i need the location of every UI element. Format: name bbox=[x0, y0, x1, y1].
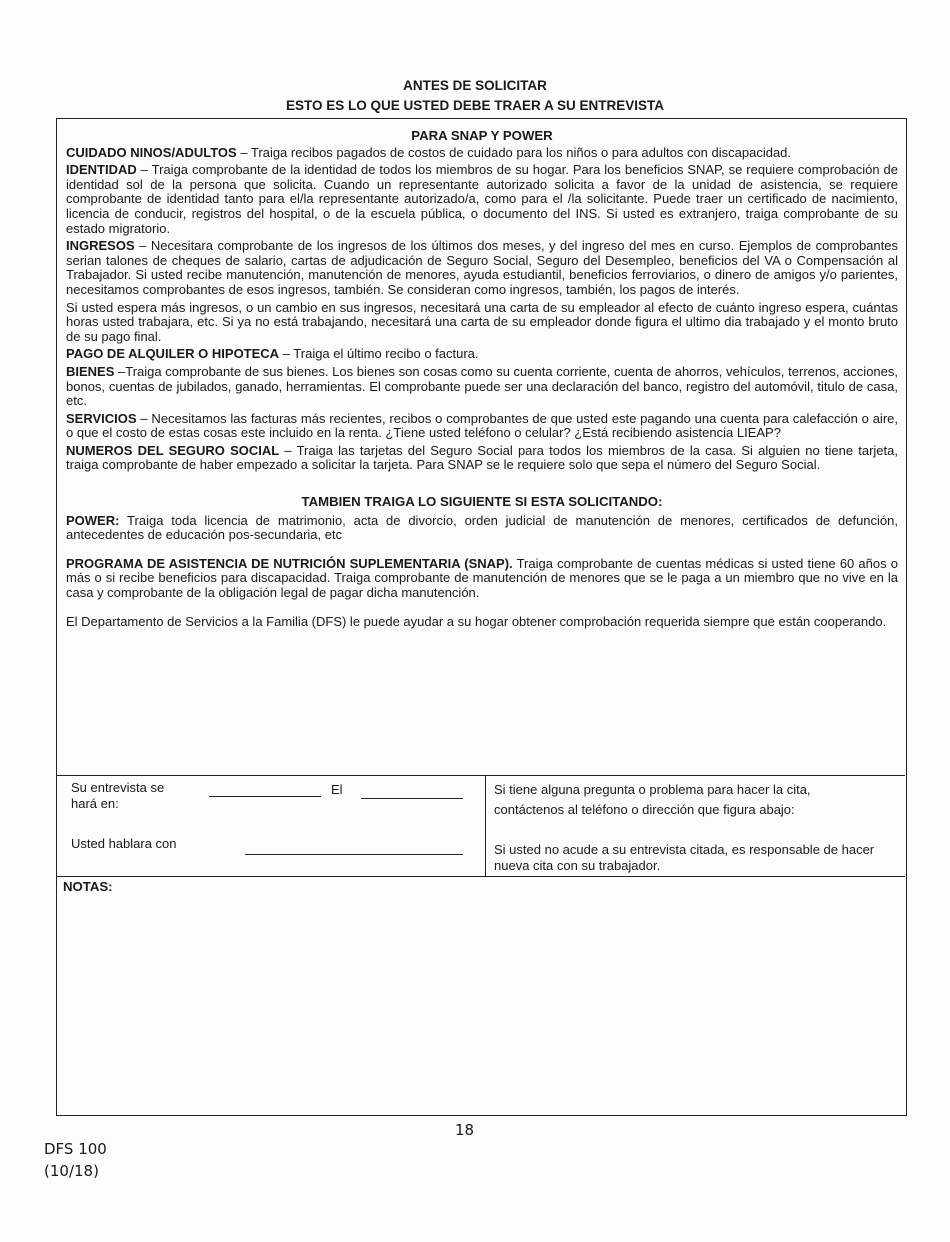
date-field[interactable] bbox=[361, 798, 463, 799]
requirements-content bbox=[66, 127, 898, 632]
section2-title: TAMBIEN TRAIGA LO SIGUIENTE SI ESTA SOLICITANDO: bbox=[301, 494, 663, 510]
notes-label: NOTAS: bbox=[63, 879, 113, 894]
form-number: DFS 100 bbox=[44, 1140, 107, 1158]
missed-appointment-text: Si usted no acude a su entrevista citada, es responsable de hacer nueva cita con su trabajador. bbox=[494, 842, 875, 873]
interview-location-field[interactable] bbox=[209, 796, 321, 797]
section1-title: PARA SNAP Y POWER bbox=[411, 128, 553, 143]
header-line-2: ESTO ES LO QUE USTED DEBE TRAER A SU ENTREVISTA bbox=[285, 98, 665, 113]
item-child-care: CUIDADO NINOS/ADULTOS – Traiga recibos pagados de costos de cuidado para los niños o para adultos con discapacidad. bbox=[66, 144, 792, 160]
item-social-security: NUMEROS DEL SEGURO SOCIAL – Traiga las tarjetas del Seguro Social para todos los miembros de la casa. Si alguien no tiene tarjeta, traiga comprobante de haber empezado a solicitar la tarjeta. Para SNAP se le requiere solo que sepa el número del Seguro Social. bbox=[66, 442, 898, 473]
date-label: El bbox=[331, 782, 343, 797]
interview-location-label: Su entrevista se hará en: bbox=[71, 780, 165, 811]
item-assets: BIENES –Traiga comprobante de sus bienes. Los bienes son cosas como su cuenta corriente, cuenta de ahorros, vehículos, terrenos, acciones, bonos, cuentas de jubilados, ganado, herramientas. El comprobante puede ser una declaración del banco, registro del automóvil, titulo de casa, etc. bbox=[66, 363, 898, 409]
item-dfs-help: El Departamento de Servicios a la Familia (DFS) le puede ayudar a su hogar obtener comprobación requerida siempre que están cooperando. bbox=[66, 613, 887, 629]
item-income-change: Si usted espera más ingresos, o un cambio en sus ingresos, necesitará una carta de su empleador al efecto de cuánto ingreso espera, cuántas horas usted trabajara, etc. Si ya no está trabajando, necesitará una carta de su empleador donde figura el ultimo dia trabajado y el monto bruto de su pago final. bbox=[66, 299, 898, 344]
item-snap: PROGRAMA DE ASISTENCIA DE NUTRICIÓN SUPLEMENTARIA (SNAP). Traiga comprobante de cuentas médicas si usted tiene 60 años o más o si recibe beneficios para discapacidad. Traiga comprobante de manutención de menores que se le paga a un miembro que no vive en la casa y comprobante de la obligación legal de pagar dicha manutención. bbox=[66, 555, 898, 601]
item-identity: IDENTIDAD – Traiga comprobante de la identidad de todos los miembros de su hogar. Para los beneficios SNAP, se requiere comprobación de identidad sol de la persona que solicita. Cuando un representante autorizado solicita a favor de la unidad de asistencia, se requiere comprobante de identidad tanto para el/la representante autorizado/a, como para el /la solicitante. Puede traer un certificado de nacimiento, licencia de conducir, registros del hospital, o de la escuela pública, o documento del INS. Si usted es extranjero, traiga comprobante de su estado migratorio. bbox=[66, 162, 898, 236]
form-id bbox=[44, 1138, 107, 1182]
speak-with-field[interactable] bbox=[245, 854, 463, 855]
item-rent: PAGO DE ALQUILER O HIPOTECA – Traiga el último recibo o factura. bbox=[66, 346, 479, 362]
appointment-table bbox=[57, 775, 905, 877]
requirements-box bbox=[56, 118, 907, 1116]
contact-text: Si tiene alguna pregunta o problema para hacer la cita, contáctenos al teléfono o dirección que figura abajo: bbox=[494, 782, 811, 817]
header-line-1: ANTES DE SOLICITAR bbox=[403, 78, 547, 93]
page-number: 18 bbox=[455, 1121, 475, 1139]
item-power: POWER: Traiga toda licencia de matrimonio, acta de divorcio, orden judicial de manutención de menores, certificados de defunción, antecedentes de educación pos-secundaria, etc bbox=[66, 512, 898, 543]
item-income: INGRESOS – Necesitara comprobante de los ingresos de los últimos dos meses, y del ingreso del mes en curso. Ejemplos de comprobantes serian talones de cheques de salario, cartas de adjudicación de Seguro Social, Seguro del Desempleo, beneficios del VA o Compensación al Trabajador. Si usted recibe manutención, manutención de menores, ayuda estudiantil, beneficios ferroviarios, o dinero de amigos y/o parientes, necesitamos comprobantes de esos ingresos, también. Se consideran como ingresos, también, los pagos de interés. bbox=[66, 238, 898, 297]
speak-with-label: Usted hablara con bbox=[71, 836, 177, 851]
item-utilities: SERVICIOS – Necesitamos las facturas más recientes, recibos o comprobantes de que usted este pagando una cuenta para calefacción o aire, o que el costo de estas cosas este incluido en la renta. ¿Tiene usted teléfono o celular? ¿Está recibiendo asistencia LIEAP? bbox=[66, 410, 898, 441]
form-date: (10/18) bbox=[44, 1162, 99, 1180]
table-divider bbox=[485, 776, 486, 876]
